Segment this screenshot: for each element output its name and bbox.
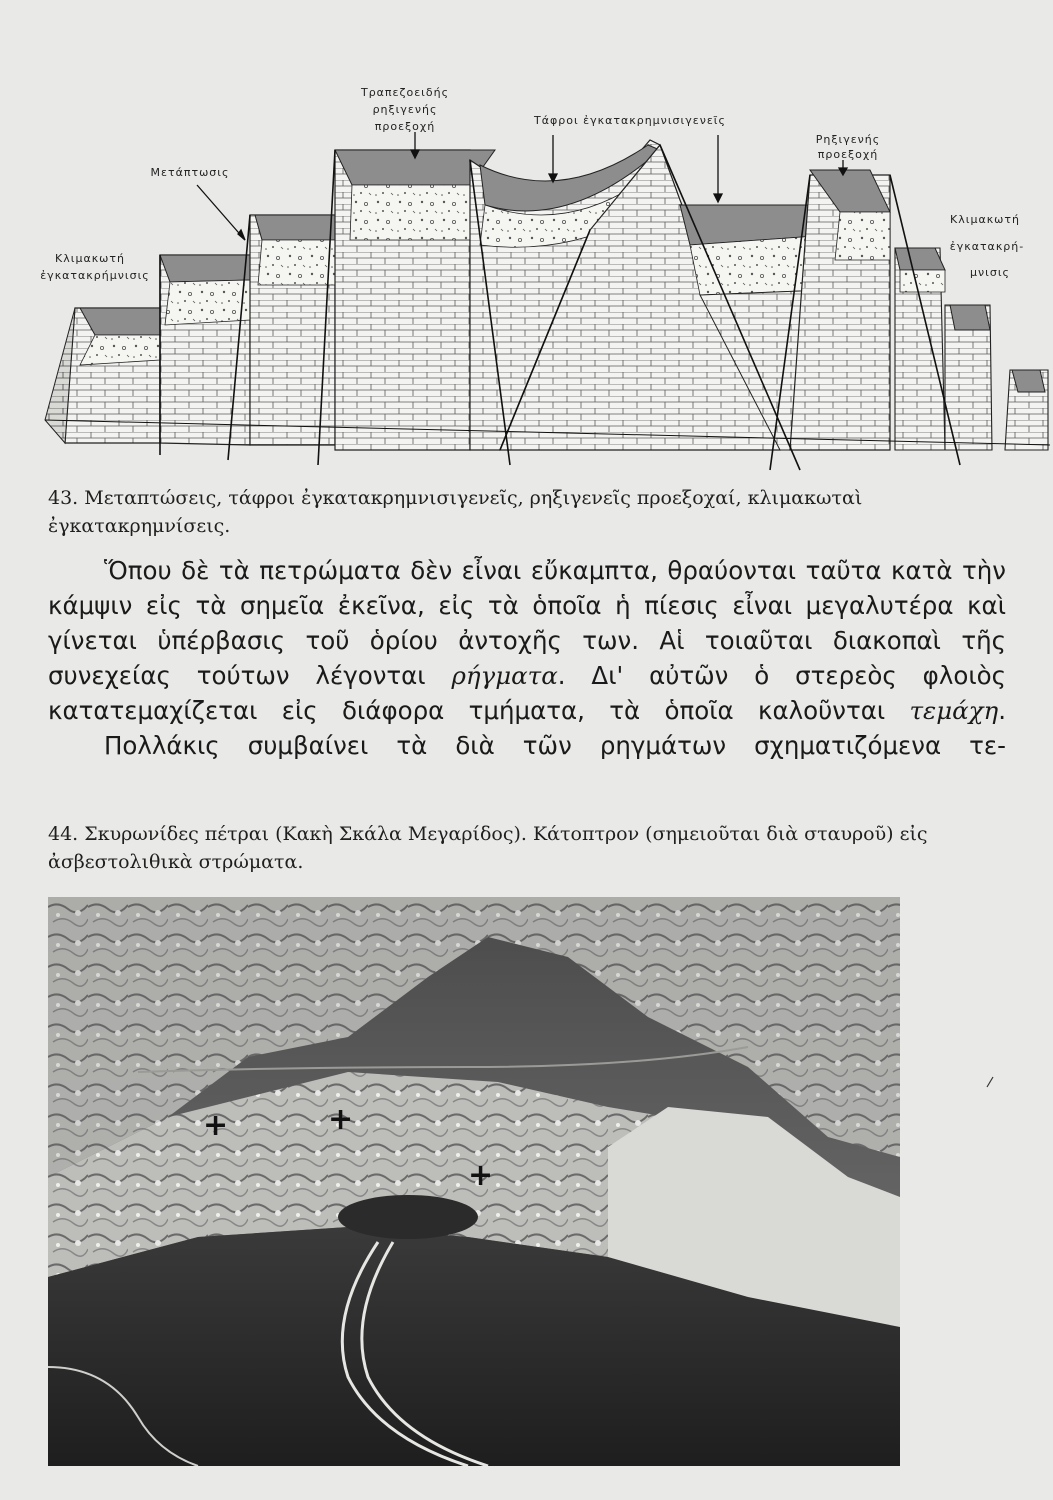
paragraph-1-part-c: . (998, 696, 1006, 725)
paragraph-1 (48, 553, 1006, 728)
figure-43-number: 43. (48, 487, 79, 509)
label-trapezoid-2: ρηξιγενής (372, 103, 438, 116)
figure-44-photograph (48, 897, 900, 1466)
label-grabens: Τάφροι ἐγκατακρημνισιγενεῖς (534, 114, 726, 127)
term-rhegmata: ρήγματα (451, 661, 558, 690)
label-step-right-2: ἐγκατακρή- (949, 240, 1025, 253)
label-trapezoid-1: Τραπεζοειδής (360, 86, 450, 99)
margin-speck (985, 1075, 995, 1089)
paragraph-2: Πολλάκις συμβαίνει τὰ διὰ τῶν ρηγμάτων σχηματιζόμενα τε- (104, 731, 1006, 760)
figure-44-caption (48, 820, 1008, 876)
figure-43-caption (48, 484, 1008, 540)
figure-43-caption-text: Μεταπτώσεις, τάφροι ἐγκατακρημνισιγενεῖς, ρηξιγενεῖς προεξοχαί, κλιμακωταὶ ἐγκατακρημνίσεις. (48, 487, 863, 537)
body-text (48, 553, 1006, 763)
paragraph-1-part-b: . Δι' αὐτῶν ὁ στερεὸς φλοιὸς κατατεμαχίζεται εἰς διάφορα τμήματα, τὰ ὁποῖα καλοῦνται (48, 661, 1006, 725)
mirror-marker-3: + (468, 1158, 494, 1193)
paragraph-1-part-a: Ὅπου δὲ τὰ πετρώματα δὲν εἶναι εὔκαμπτα, θραύονται ταῦτα κατὰ τὴν κάμψιν εἰς τὰ σημεῖα ἐκεῖνα, εἰς τὰ ὁποῖα ἡ πίεσις εἶναι μεγαλυτέρα καὶ γίνεται ὑπέρβασις τοῦ ὁρίου ἀντοχῆς των. Αἱ τοιαῦται διακοπαὶ τῆς συνεχείας τούτων λέγονται (48, 556, 1006, 690)
label-horst-1: Ρηξιγενής (815, 133, 881, 146)
label-faults: Μετάπτωσις (150, 166, 230, 179)
graben-blocks (470, 140, 830, 450)
right-horst-and-steps (790, 170, 1048, 450)
left-step-blocks (45, 215, 335, 445)
term-temache: τεμάχη (909, 696, 999, 725)
mirror-marker-1: + (203, 1108, 229, 1143)
label-step-right-1: Κλιμακωτή (950, 213, 1020, 226)
label-step-left-1: Κλιμακωτή (55, 252, 125, 265)
figure-43-fault-diagram (0, 0, 1053, 475)
figure-44-caption-text: Σκυρωνίδες πέτραι (Κακὴ Σκάλα Μεγαρίδος). Κάτοπτρον (σημειοῦται διὰ σταυροῦ) εἰς ἀσβεστολιθικὰ στρώματα. (48, 823, 928, 873)
figure-44-number: 44. (48, 823, 79, 845)
label-step-right-3: μνισις (969, 266, 1011, 279)
label-step-left-2: ἐγκατακρήμνισις (40, 269, 150, 282)
label-horst-2: προεξοχή (817, 148, 879, 161)
mirror-marker-2: + (328, 1102, 354, 1137)
label-trapezoid-3: προεξοχή (374, 120, 436, 133)
